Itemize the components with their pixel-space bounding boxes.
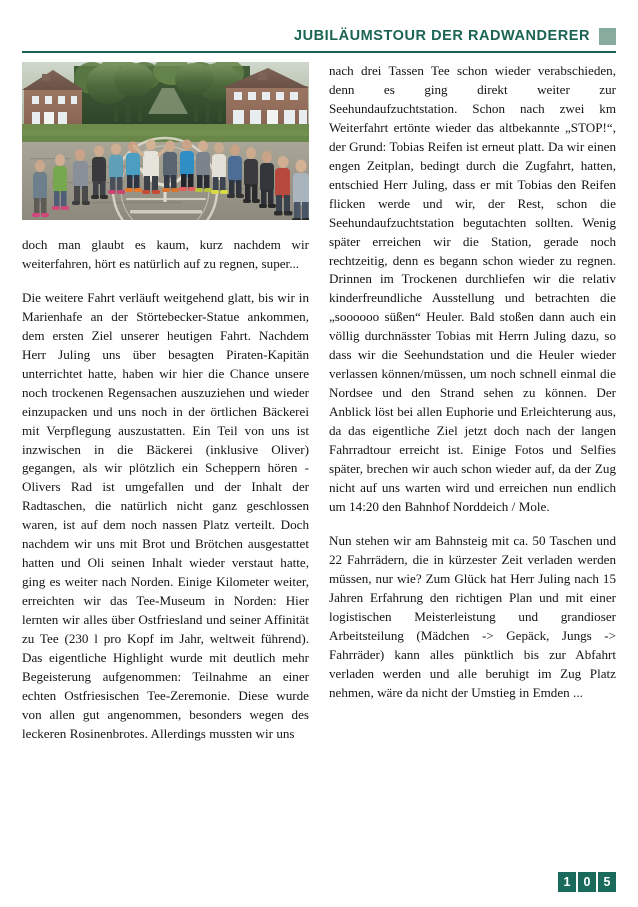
body-paragraph: Die weitere Fahrt verläuft weitgehend glatt, bis wir in Marienhafe an der Störtebecker-Statue ankommen, dem ersten Ziel unserer heutigen Fahrt. Nachdem Herr Juling uns über besagten Piraten-Kapitän unterrichtet hatte, haben wir hier die Chance unsere noch trockenen Regensachen auszuziehen und wieder einzupacken und uns noch in der örtlichen Bäckerei mit Verpflegung auszustatten. Ein Teil von uns ist inzwischen in die Bäckerei (inklusive Oliver) gegangen, als wir plötzlich ein Scheppern hören - Olivers Rad ist umgefallen und der Inhalt der Radtaschen, die natürlich nicht ganz geschlossen waren, ist auf dem noch nassen Platz verteilt. Doch nachdem wir uns mit Brot und Brötchen ausgestattet hatten und Oli seinen Inhalt wieder verstaut hatte, ging es weiter nach Norden. Einige Kilometer weiter, erreichten wir das Tee-Museum in Norden: Hier lernten wir alles über Ostfriesland und seiner Affinität zu Tee (230 l pro Kopf im Jahr, weltweit führend). Das eigentliche Highlight wurde mit deutlich mehr Begeisterung aufgenommen: Teilnahme an einer echten Ostfriesischen Tee-Zeremonie. Diese wurde von allen gut angenommen, besonders wegen des leckeren Rosinenbrotes. Allerdings mussten wir uns [22,289,309,741]
column-left [22,62,309,744]
group-photo [22,62,309,220]
running-head-rule [22,51,616,53]
running-head [22,24,616,56]
page-number [558,872,616,892]
column-right [329,62,616,702]
page-number-digit: 1 [558,872,576,892]
page-number-digit: 0 [578,872,596,892]
running-head-title: JUBILÄUMSTOUR DER RADWANDERER [293,27,590,44]
running-head-square-icon [599,28,616,45]
body-paragraph: doch man glaubt es kaum, kurz nachdem wir weiterfahren, hört es natürlich auf zu regnen, super... [22,237,309,271]
body-paragraph: nach drei Tassen Tee schon wieder verabschieden, denn es ging direkt weiter zur Seehundaufzuchtstation. Schon nach zwei km Weiterfahrt ertönte wieder das altbekannte „STOP!“, der Grund: Tobias Reifen ist erneut platt. Da wir einen engen Zeitplan, bedingt durch die Zugfahrt, hatten, entschied Herr Juling, dass er mit Tobias den Reifen flicken werde und wir, der Rest, schon die Seehundaufzuchtstation begutachten sollten. Wenig später erreichen wir die Station, gerade noch rechtzeitig, denn es begann schon wieder zu regnen. Drinnen im Trockenen durchliefen wir die relativ kinderfreundliche Ausstellung und betrachten die „soooooo süßen“ Heuler. Bald stoßen dann auch ein völlig durchnässter Tobias mit Herrn Juling dazu, so dass wir die Seehundstation und die Heuler wieder verlassen können/müssen, um noch schnell einmal die Nordsee und den Strand sehen zu können. Der Anblick löst bei allen Euphorie und Erleichterung aus, da das eigentliche Ziel jetzt doch nach der langen Fahrradtour erreicht ist. Einige Fotos und Selfies später, brechen wir auch schon wieder auf, da der Zug nicht auf uns warten wird und erreichen nun endlich um 14:20 den Bahnhof Norddeich / Mole. [329,63,616,514]
page-number-digit: 5 [598,872,616,892]
group-photo-illustration [22,62,309,220]
body-paragraph: Nun stehen wir am Bahnsteig mit ca. 50 Taschen und 22 Fahrrädern, die in kürzester Zeit verladen werden müssen, nur wie? Zum Glück hat Herr Juling nach 15 Jahren Erfahrung den richtigen Plan und mit einer logistischen Meisterleistung und grandioser Arbeitsteilung (Mädchen -> Gepäck, Jungs -> Fahrräder) kann alles pünktlich bis zur Abfahrt verladen werden und alle beruhigt im Zug Platz nehmen, wäre da nicht der Umstieg in Emden ... [329,532,616,700]
